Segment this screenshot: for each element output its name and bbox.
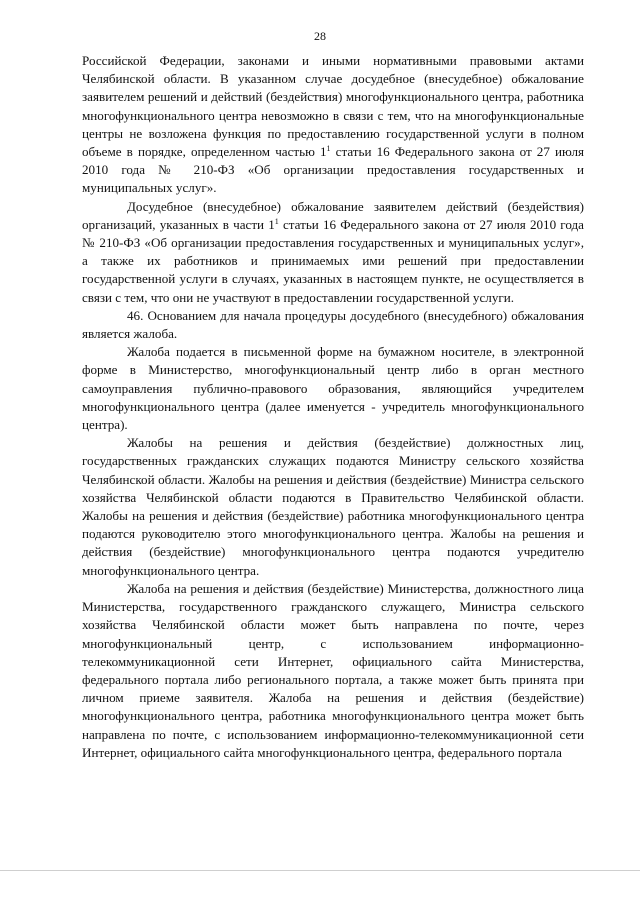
paragraph-item-46: 46. Основанием для начала процедуры досудебного (внесудебного) обжалования является жалоба.	[82, 307, 584, 342]
paragraph-complaint-form: Жалоба подается в письменной форме на бумажном носителе, в электронной форме в Министерство, многофункциональный центр либо в орган местного самоуправления публично-правового образования, являющийся учредителем многофункционального центра (далее именуется - учредитель многофункционального центра).	[82, 344, 584, 433]
paragraph-complaint-addressees: Жалобы на решения и действия (бездействие) должностных лиц, государственных гражданских служащих подаются Министру сельского хозяйства Челябинской области. Жалобы на решения и действия (бездействие) Министра сельского хозяйства Челябинской области подаются в Правительство Челябинской области. Жалобы на решения и действия (бездействие) работника многофункционального центра подаются руководителю этого многофункционального центра. Жалобы на решения и действия (бездействие) многофункционального центра подаются учредителю многофункционального центра.	[82, 435, 584, 578]
superscript: 1	[274, 216, 279, 226]
superscript: 1	[326, 144, 331, 154]
paragraph-continuation: Российской Федерации, законами и иными нормативными правовыми актами Челябинской области. В указанном случае досудебное (внесудебное) обжалование заявителем решений и действий (бездействия) многофункционального центра, работника многофункционального центра невозможно в связи с тем, что на многофункциональные центры не возложена функция по предоставлению государственной услуги в полном объеме в порядке, определенном частью $1^1$ статьи 16 Федерального закона от 27 июля 2010 года № 210-ФЗ «Об организации предоставления государственных и муниципальных услуг».	[82, 53, 585, 196]
paragraph-pretrial-appeal-organizations: Досудебное (внесудебное) обжалование заявителем действий (бездействия) организаций, указанных в части $1^1$ статьи 16 Федерального закона от 27 июля 2010 года № 210-ФЗ «Об организации предоставления государственных и муниципальных услуг», а также их работников и принимаемых ими решений при предоставлении государственной услуги в случаях, указанных в настоящем пункте, не осуществляется в связи с тем, что они не участвуют в предоставлении государственной услуги.	[82, 198, 584, 305]
paragraph-complaint-channels: Жалоба на решения и действия (бездействие) Министерства, должностного лица Министерства, государственного гражданского служащего, Министра сельского хозяйства Челябинской области может быть направлена по почте, через многофункциональный центр, с использованием информационно-телекоммуникационной сети Интернет, официального сайта Министерства, федерального портала либо регионального портала, а также может быть принята при личном приеме заявителя. Жалоба на решения и действия (бездействие) многофункционального центра, работника многофункционального центра может быть направлена по почте, с использованием информационно-телекоммуникационной сети Интернет, официального сайта многофункционального центра, федерального портала	[82, 580, 584, 760]
document-body	[82, 52, 584, 762]
scan-edge-line	[0, 870, 640, 871]
page-number: 28	[314, 29, 326, 43]
